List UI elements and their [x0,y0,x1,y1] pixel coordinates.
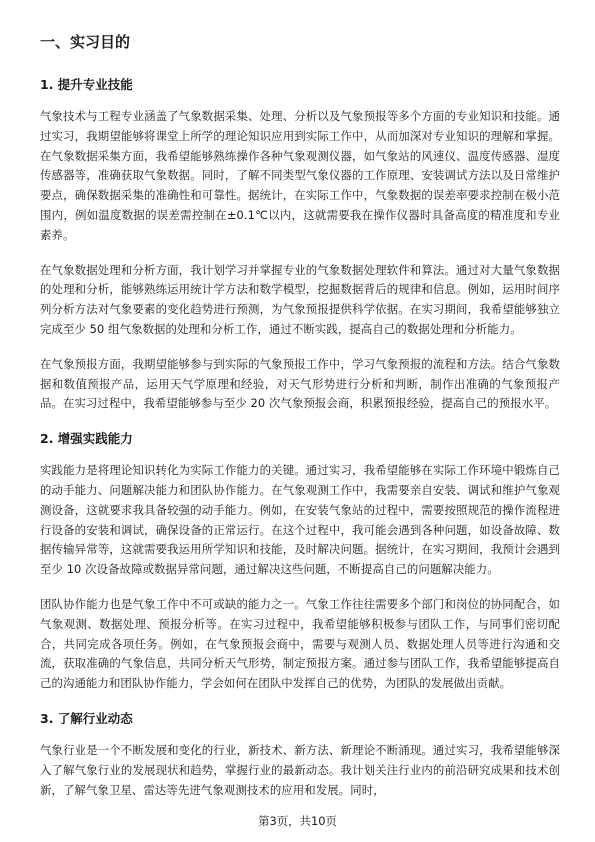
section-heading: 一、实习目的 [40,33,131,51]
section-1 [40,75,560,414]
paragraph: 气象行业是一个不断发展和变化的行业，新技术、新方法、新理论不断涌现。通过实习，我希望能够深入了解气象行业的发展现状和趋势，掌握行业的最新动态。我计划关注行业内的前沿研究成果和技术创新，了解气象卫星、雷达等先进气象观测技术的应用和发展。同时， [40,742,560,797]
paragraph: 团队协作能力也是气象工作中不可或缺的能力之一。气象工作往往需要多个部门和岗位的协同配合，如气象观测、数据处理、预报分析等。在实习过程中，我希望能够积极参与团队工作，与同事们密切配合，共同完成各项任务。例如，在气象预报会商中，需要与观测人员、数据处理人员等进行沟通和交流，获取准确的气象信息，共同分析天气形势，制定预报方案。通过参与团队工作，我希望能够提高自己的沟通能力和团队协作能力，学会如何在团队中发挥自己的优势，为团队的发展做出贡献。 [40,596,560,691]
subsection-title: 1. 提升专业技能 [40,77,133,92]
page-number: 第3页，共10页 [258,814,337,828]
section-3 [40,709,560,800]
paragraph: 实践能力是将理论知识转化为实际工作能力的关键。通过实习，我希望能够在实际工作环境中锻炼自己的动手能力、问题解决能力和团队协作能力。在气象观测工作中，我需要亲自安装、调试和维护气象观测设备，这就要求我具备较强的动手能力。例如，在安装气象站的过程中，需要按照规范的操作流程进行设备的安装和调试，确保设备的正常运行。在这个过程中，我可能会遇到各种问题，如设备故障、数据传输异常等，这就需要我运用所学知识和技能，及时解决问题。据统计，在实习期间，我预计会遇到至少 10 次设备故障或数据异常问题，通过解决这些问题，不断提高自己的问题解决能力。 [40,463,560,577]
subsection-title: 2. 增强实践能力 [40,431,133,447]
subsection-title: 3. 了解行业动态 [40,710,133,726]
section-2 [40,429,560,694]
paragraph: 气象技术与工程专业涵盖了气象数据采集、处理、分析以及气象预报等多个方面的专业知识和技能。通过实习，我期望能够将课堂上所学的理论知识应用到实际工作中，从而加深对专业知识的理解和掌握。在气象数据采集方面，我希望能够熟练操作各种气象观测仪器，如气象站的风速仪、温度传感器、湿度传感器等，准确获取气象数据。同时，了解不同类型气象仪器的工作原理、安装调试方法以及日常维护要点，确保数据采集的准确性和可靠性。据统计，在实际工作中，气象数据的误差率要求控制在极小范围内，例如温度数据的误差需控制在±0.1℃以内，这就需要我在操作仪器时具备高度的精准度和专业素养。 [40,109,560,242]
paragraph: 在气象预报方面，我期望能够参与到实际的气象预报工作中，学习气象预报的流程和方法。结合气象数据和数值预报产品，运用天气学原理和经验，对天气形势进行分析和判断，制作出准确的气象预报产品。在实习过程中，我希望能够参与至少 20 次气象预报会商，积累预报经验，提高自己的预报水平。 [40,356,560,411]
document-page [40,31,560,815]
paragraph: 在气象数据处理和分析方面，我计划学习并掌握专业的气象数据处理软件和算法。通过对大量气象数据的处理和分析，能够熟练运用统计学方法和数学模型，挖掘数据背后的规律和信息。例如，运用时间序列分析方法对气象要素的变化趋势进行预测，为气象预报提供科学依据。在实习期间，我希望能够独立完成至少 50 组气象数据的处理和分析工作，通过不断实践，提高自己的数据处理和分析能力。 [40,262,560,336]
